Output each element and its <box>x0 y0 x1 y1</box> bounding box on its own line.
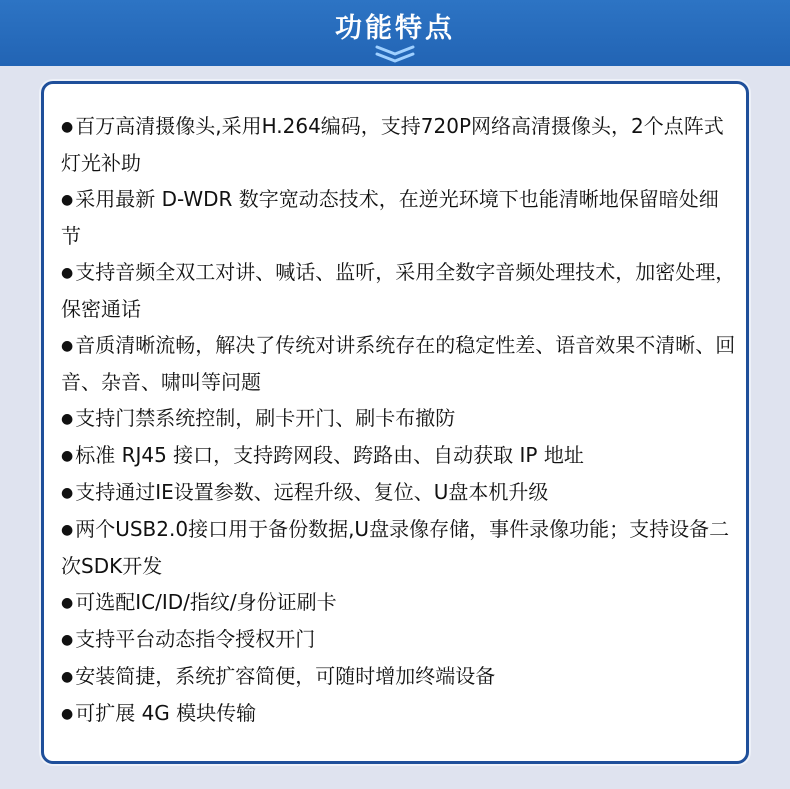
feature-item <box>61 621 737 658</box>
feature-text: 支持音频全双工对讲、喊话、监听，采用全数字音频处理技术，加密处理，保密通话 <box>61 260 736 321</box>
feature-item <box>61 474 737 511</box>
bullet-icon: ● <box>61 192 74 208</box>
feature-item <box>61 181 737 254</box>
bullet-icon: ● <box>61 669 74 685</box>
feature-text: 采用最新 D-WDR 数字宽动态技术，在逆光环境下也能清晰地保留暗处细节 <box>61 187 719 248</box>
bullet-icon: ● <box>61 485 74 501</box>
bullet-icon: ● <box>61 632 74 648</box>
bullet-icon: ● <box>61 448 74 464</box>
feature-text: 安装简捷，系统扩容简便，可随时增加终端设备 <box>75 664 496 688</box>
feature-list <box>61 108 737 732</box>
feature-text: 可选配IC/ID/指纹/身份证刷卡 <box>75 590 337 614</box>
feature-text: 百万高清摄像头,采用H.264编码，支持720P网络高清摄像头，2个点阵式灯光补助 <box>61 114 724 175</box>
feature-text: 支持门禁系统控制，刷卡开门、刷卡布撤防 <box>75 406 456 430</box>
double-chevron-down-icon <box>373 44 417 64</box>
feature-item <box>61 658 737 695</box>
feature-item <box>61 400 737 437</box>
header-banner <box>0 0 790 66</box>
bullet-icon: ● <box>61 706 74 722</box>
bullet-icon: ● <box>61 595 74 611</box>
feature-text: 两个USB2.0接口用于备份数据,U盘录像存储，事件录像功能；支持设备二次SDK开发 <box>61 517 730 578</box>
bullet-icon: ● <box>61 411 74 427</box>
feature-text: 标准 RJ45 接口，支持跨网段、跨路由、自动获取 IP 地址 <box>75 443 584 467</box>
feature-item <box>61 695 737 732</box>
feature-item <box>61 327 737 400</box>
bullet-icon: ● <box>61 265 74 281</box>
feature-text: 可扩展 4G 模块传输 <box>75 701 257 725</box>
page-title: 功能特点 <box>335 13 455 44</box>
feature-item <box>61 254 737 327</box>
feature-text: 音质清晰流畅，解决了传统对讲系统存在的稳定性差、语音效果不清晰、回音、杂音、啸叫等问题 <box>61 333 736 394</box>
feature-text: 支持通过IE设置参数、远程升级、复位、U盘本机升级 <box>75 480 549 504</box>
bullet-icon: ● <box>61 522 74 538</box>
features-panel <box>41 81 749 764</box>
bullet-icon: ● <box>61 119 74 135</box>
feature-item <box>61 584 737 621</box>
bullet-icon: ● <box>61 338 74 354</box>
feature-item <box>61 108 737 181</box>
feature-item <box>61 511 737 584</box>
feature-item <box>61 437 737 474</box>
feature-text: 支持平台动态指令授权开门 <box>75 627 316 651</box>
